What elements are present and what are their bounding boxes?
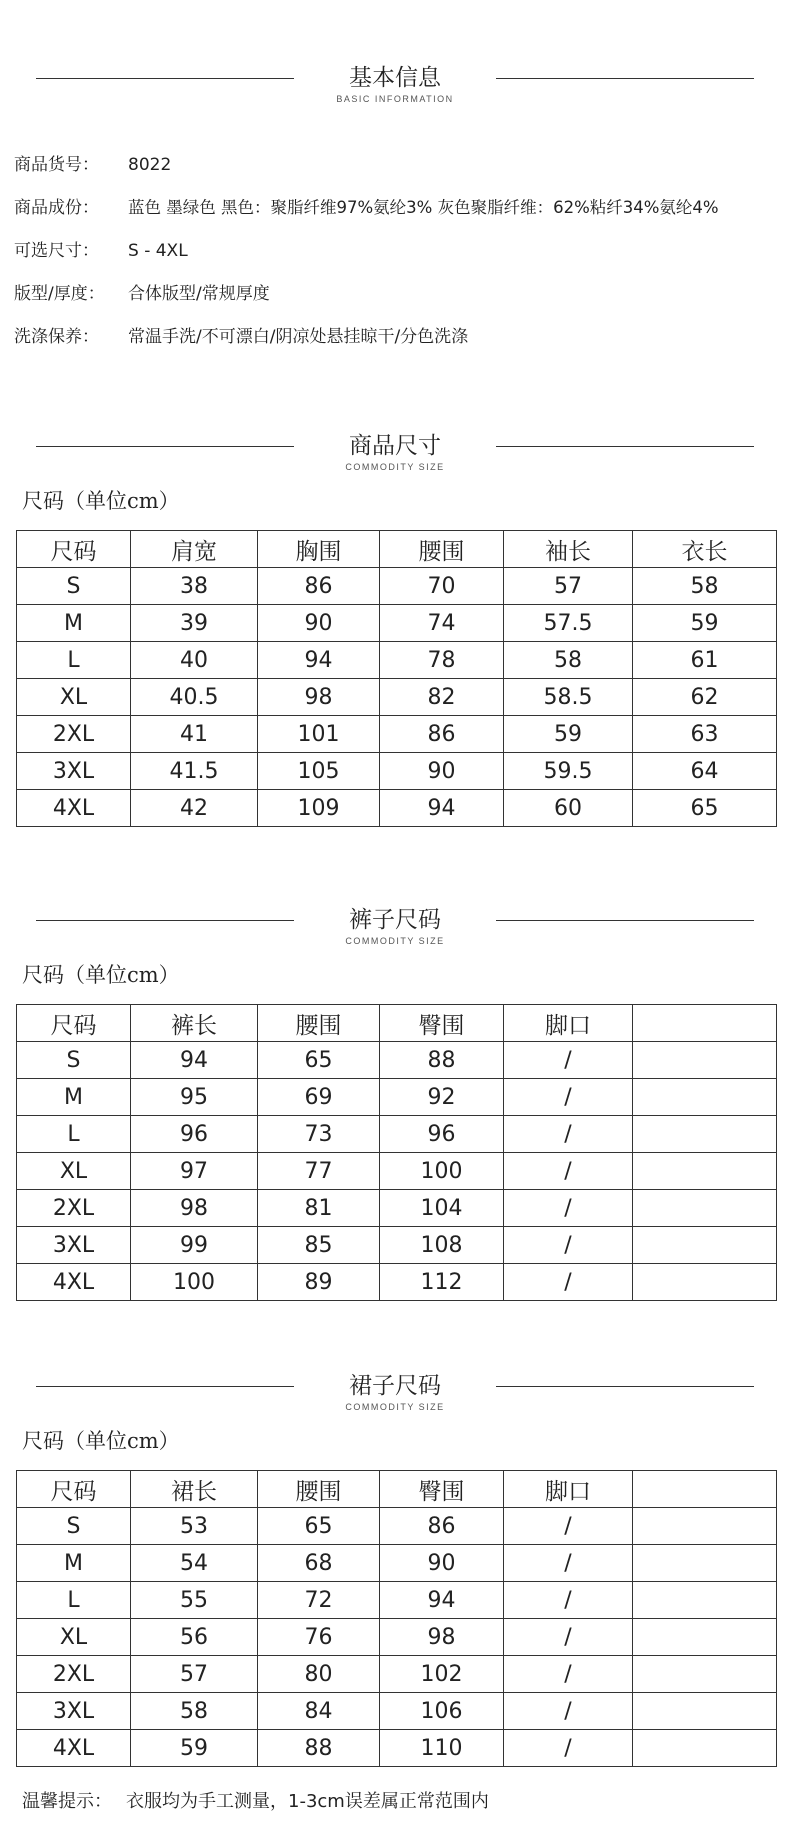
section-title: 裙子尺码 — [349, 1373, 441, 1399]
size-label-cell: M — [17, 1079, 131, 1116]
table-header-cell: 脚口 — [504, 1005, 633, 1042]
size-label-cell: 4XL — [17, 1730, 131, 1767]
table-cell: 40 — [131, 642, 258, 679]
table-cell — [633, 1693, 777, 1730]
table-cell: 95 — [131, 1079, 258, 1116]
section-subtitle: BASIC INFORMATION — [336, 94, 454, 104]
table-cell — [633, 1042, 777, 1079]
unit-note: 尺码（单位cm） — [22, 963, 180, 987]
info-row-item-no — [14, 150, 171, 180]
table-cell: 76 — [258, 1619, 380, 1656]
info-label: 商品货号： — [14, 155, 99, 175]
table-header-cell: 肩宽 — [131, 531, 258, 568]
table-header-cell: 腰围 — [258, 1005, 380, 1042]
table-cell: 90 — [380, 753, 504, 790]
table-cell: 101 — [258, 716, 380, 753]
info-row-composition — [14, 193, 719, 223]
table-cell: 65 — [258, 1508, 380, 1545]
table-row — [17, 753, 777, 790]
table-row — [17, 1153, 777, 1190]
table-row — [17, 568, 777, 605]
table-header-cell: 腰围 — [380, 531, 504, 568]
table-row — [17, 1693, 777, 1730]
table-cell: 77 — [258, 1153, 380, 1190]
top-size-header — [0, 432, 790, 482]
table-cell — [633, 1545, 777, 1582]
size-label-cell: L — [17, 1582, 131, 1619]
table-cell: 58 — [131, 1693, 258, 1730]
table-cell: 108 — [380, 1227, 504, 1264]
table-cell: 53 — [131, 1508, 258, 1545]
table-cell: 112 — [380, 1264, 504, 1301]
section-title: 基本信息 — [349, 65, 441, 91]
table-cell: 72 — [258, 1582, 380, 1619]
table-row — [17, 1116, 777, 1153]
table-cell: 110 — [380, 1730, 504, 1767]
table-cell — [633, 1508, 777, 1545]
table-cell — [633, 1264, 777, 1301]
table-header-cell: 裙长 — [131, 1471, 258, 1508]
size-label-cell: XL — [17, 679, 131, 716]
table-cell — [633, 1582, 777, 1619]
table-cell: 74 — [380, 605, 504, 642]
table-header-cell — [633, 1471, 777, 1508]
table-cell: 70 — [380, 568, 504, 605]
table-cell: 58 — [504, 642, 633, 679]
table-row — [17, 716, 777, 753]
table-row — [17, 1079, 777, 1116]
section-subtitle: COMMODITY SIZE — [345, 936, 445, 946]
table-header-cell: 脚口 — [504, 1471, 633, 1508]
table-row — [17, 642, 777, 679]
table-cell — [633, 1227, 777, 1264]
table-row — [17, 1619, 777, 1656]
table-cell: 100 — [380, 1153, 504, 1190]
table-cell: 86 — [380, 1508, 504, 1545]
table-cell: 60 — [504, 790, 633, 827]
table-cell: 57.5 — [504, 605, 633, 642]
table-row — [17, 1545, 777, 1582]
table-cell: 59 — [633, 605, 777, 642]
table-header-cell: 臀围 — [380, 1471, 504, 1508]
table-cell: 94 — [380, 790, 504, 827]
table-cell — [633, 1656, 777, 1693]
table-cell: 99 — [131, 1227, 258, 1264]
table-cell: 39 — [131, 605, 258, 642]
table-cell: 68 — [258, 1545, 380, 1582]
table-cell: 56 — [131, 1619, 258, 1656]
table-cell: 94 — [258, 642, 380, 679]
section-subtitle: COMMODITY SIZE — [345, 1402, 445, 1412]
table-cell: 92 — [380, 1079, 504, 1116]
info-label: 商品成份： — [14, 198, 99, 218]
size-label-cell: 4XL — [17, 1264, 131, 1301]
table-row — [17, 1656, 777, 1693]
table-header-cell: 袖长 — [504, 531, 633, 568]
table-cell: / — [504, 1079, 633, 1116]
table-cell: 57 — [131, 1656, 258, 1693]
table-cell: 98 — [380, 1619, 504, 1656]
size-label-cell: 4XL — [17, 790, 131, 827]
table-row — [17, 790, 777, 827]
table-cell: 102 — [380, 1656, 504, 1693]
table-cell: 104 — [380, 1190, 504, 1227]
size-label-cell: 3XL — [17, 753, 131, 790]
size-label-cell: S — [17, 568, 131, 605]
table-cell — [633, 1116, 777, 1153]
table-cell: / — [504, 1042, 633, 1079]
table-cell: 109 — [258, 790, 380, 827]
divider-line — [496, 446, 754, 447]
divider-line — [496, 1386, 754, 1387]
table-row — [17, 1508, 777, 1545]
info-value: 8022 — [128, 155, 172, 175]
table-cell: / — [504, 1264, 633, 1301]
table-header-cell: 尺码 — [17, 1471, 131, 1508]
table-cell: 59.5 — [504, 753, 633, 790]
divider-line — [36, 1386, 294, 1387]
table-cell — [633, 1730, 777, 1767]
table-cell: 40.5 — [131, 679, 258, 716]
table-cell: 65 — [633, 790, 777, 827]
table-cell: 69 — [258, 1079, 380, 1116]
info-value: 蓝色 墨绿色 黑色：聚脂纤维97%氨纶3% 灰色聚脂纤维：62%粘纤34%氨纶4% — [128, 198, 719, 217]
table-cell: 57 — [504, 568, 633, 605]
table-cell: 59 — [131, 1730, 258, 1767]
table-cell: 81 — [258, 1190, 380, 1227]
divider-line — [496, 920, 754, 921]
table-header-cell: 臀围 — [380, 1005, 504, 1042]
unit-note: 尺码（单位cm） — [22, 489, 180, 513]
table-cell: 96 — [131, 1116, 258, 1153]
tip-label: 温馨提示： — [22, 1791, 112, 1812]
table-cell: 97 — [131, 1153, 258, 1190]
size-label-cell: XL — [17, 1619, 131, 1656]
table-header-row — [17, 1471, 777, 1508]
table-cell: 42 — [131, 790, 258, 827]
size-label-cell: 2XL — [17, 716, 131, 753]
table-cell: 41 — [131, 716, 258, 753]
divider-line — [36, 78, 294, 79]
table-header-cell: 裤长 — [131, 1005, 258, 1042]
table-cell: 78 — [380, 642, 504, 679]
measurement-tip — [22, 1788, 489, 1816]
table-cell: / — [504, 1190, 633, 1227]
table-cell: 90 — [380, 1545, 504, 1582]
table-cell: 55 — [131, 1582, 258, 1619]
table-cell — [633, 1619, 777, 1656]
table-cell: 86 — [380, 716, 504, 753]
table-cell: 94 — [380, 1582, 504, 1619]
section-title: 裤子尺码 — [349, 907, 441, 933]
divider-line — [36, 920, 294, 921]
table-header-cell: 腰围 — [258, 1471, 380, 1508]
table-cell: / — [504, 1116, 633, 1153]
table-cell: 85 — [258, 1227, 380, 1264]
table-cell — [633, 1079, 777, 1116]
tip-text: 衣服均为手工测量，1-3cm误差属正常范围内 — [126, 1791, 489, 1812]
table-cell — [633, 1153, 777, 1190]
table-cell: 64 — [633, 753, 777, 790]
pants-size-table — [16, 1004, 777, 1301]
info-row-sizes — [14, 236, 188, 266]
info-row-care — [14, 322, 468, 352]
info-row-fit — [14, 279, 270, 309]
table-cell: 65 — [258, 1042, 380, 1079]
table-cell: / — [504, 1656, 633, 1693]
table-cell: / — [504, 1730, 633, 1767]
table-cell: / — [504, 1227, 633, 1264]
table-row — [17, 1264, 777, 1301]
info-label: 版型/厚度： — [14, 284, 105, 304]
pants-size-header — [0, 906, 790, 956]
table-cell: 96 — [380, 1116, 504, 1153]
table-row — [17, 679, 777, 716]
table-row — [17, 605, 777, 642]
table-cell: 86 — [258, 568, 380, 605]
size-label-cell: 2XL — [17, 1190, 131, 1227]
table-cell: / — [504, 1619, 633, 1656]
table-cell: 88 — [380, 1042, 504, 1079]
table-cell: 90 — [258, 605, 380, 642]
table-cell: 100 — [131, 1264, 258, 1301]
size-label-cell: M — [17, 1545, 131, 1582]
section-title: 商品尺寸 — [349, 433, 441, 459]
table-cell: 94 — [131, 1042, 258, 1079]
table-cell: 41.5 — [131, 753, 258, 790]
table-cell: 82 — [380, 679, 504, 716]
size-label-cell: S — [17, 1508, 131, 1545]
table-cell: 105 — [258, 753, 380, 790]
table-cell: 98 — [258, 679, 380, 716]
table-header-cell: 衣长 — [633, 531, 777, 568]
divider-line — [36, 446, 294, 447]
section-subtitle: COMMODITY SIZE — [345, 462, 445, 472]
table-cell: 59 — [504, 716, 633, 753]
table-row — [17, 1227, 777, 1264]
table-cell: 61 — [633, 642, 777, 679]
table-row — [17, 1582, 777, 1619]
skirt-size-header — [0, 1372, 790, 1422]
table-cell: 88 — [258, 1730, 380, 1767]
skirt-size-table — [16, 1470, 777, 1767]
size-label-cell: 2XL — [17, 1656, 131, 1693]
info-label: 洗涤保养： — [14, 327, 99, 347]
info-value: 常温手洗/不可漂白/阴凉处悬挂晾干/分色洗涤 — [128, 327, 469, 347]
table-cell: 106 — [380, 1693, 504, 1730]
size-label-cell: S — [17, 1042, 131, 1079]
table-cell: 62 — [633, 679, 777, 716]
table-header-cell: 胸围 — [258, 531, 380, 568]
size-label-cell: 3XL — [17, 1693, 131, 1730]
info-value: 合体版型/常规厚度 — [128, 284, 270, 304]
table-cell: 58 — [633, 568, 777, 605]
table-cell — [633, 1190, 777, 1227]
size-label-cell: L — [17, 642, 131, 679]
table-cell: 58.5 — [504, 679, 633, 716]
size-label-cell: L — [17, 1116, 131, 1153]
table-cell: 84 — [258, 1693, 380, 1730]
size-label-cell: XL — [17, 1153, 131, 1190]
table-cell: 80 — [258, 1656, 380, 1693]
unit-note: 尺码（单位cm） — [22, 1429, 180, 1453]
info-label: 可选尺寸： — [14, 241, 99, 261]
size-label-cell: 3XL — [17, 1227, 131, 1264]
table-row — [17, 1730, 777, 1767]
basic-info-header — [0, 64, 790, 114]
table-cell: 38 — [131, 568, 258, 605]
table-cell: 63 — [633, 716, 777, 753]
table-header-row — [17, 531, 777, 568]
table-row — [17, 1042, 777, 1079]
table-header-row — [17, 1005, 777, 1042]
table-cell: / — [504, 1508, 633, 1545]
top-size-table — [16, 530, 777, 827]
table-cell: 73 — [258, 1116, 380, 1153]
table-cell: 98 — [131, 1190, 258, 1227]
table-header-cell: 尺码 — [17, 531, 131, 568]
table-cell: 54 — [131, 1545, 258, 1582]
table-cell: / — [504, 1582, 633, 1619]
table-header-cell: 尺码 — [17, 1005, 131, 1042]
size-label-cell: M — [17, 605, 131, 642]
table-cell: / — [504, 1153, 633, 1190]
divider-line — [496, 78, 754, 79]
info-value: S - 4XL — [128, 241, 188, 261]
table-cell: 89 — [258, 1264, 380, 1301]
table-row — [17, 1190, 777, 1227]
table-cell: / — [504, 1545, 633, 1582]
table-header-cell — [633, 1005, 777, 1042]
table-cell: / — [504, 1693, 633, 1730]
